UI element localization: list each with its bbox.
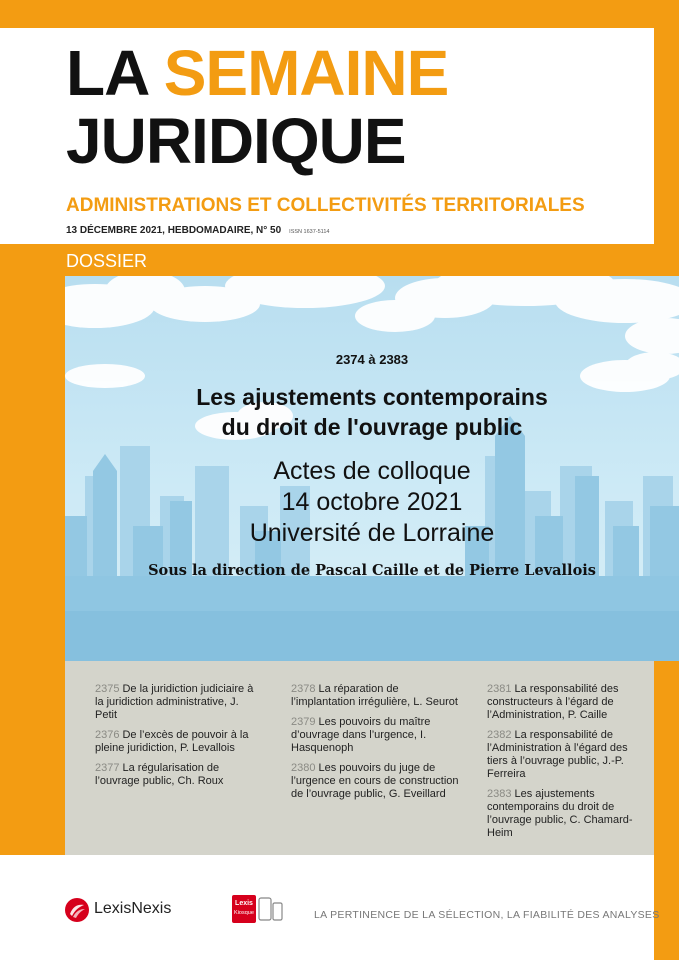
toc-entry-number: 2383 bbox=[487, 788, 512, 800]
toc-entry-text: La régularisation de l’ouvrage public, Ch. Roux bbox=[95, 762, 224, 787]
toc-entry-number: 2382 bbox=[487, 729, 512, 741]
masthead bbox=[0, 28, 654, 244]
article-range: 2374 à 2383 bbox=[335, 352, 409, 367]
lexis-kiosque-badge bbox=[232, 895, 284, 928]
toc-entry[interactable] bbox=[487, 788, 647, 840]
toc-column-2 bbox=[291, 683, 461, 808]
lexisnexis-emblem-icon bbox=[64, 897, 90, 923]
toc-entry-number: 2379 bbox=[291, 716, 316, 728]
toc-entry[interactable] bbox=[95, 729, 263, 755]
toc-column-1 bbox=[95, 683, 263, 795]
dossier-title-line2: du droit de l'ouvrage public bbox=[221, 414, 523, 440]
toc-entry[interactable] bbox=[95, 762, 263, 788]
toc-entry-text: La réparation de l’implantation irrégulière, L. Seurot bbox=[291, 683, 458, 708]
toc-column-3 bbox=[487, 683, 647, 847]
direction-line: Sous la direction de Pascal Caille et de Pierre Levallois bbox=[148, 562, 596, 579]
toc-entry-number: 2377 bbox=[95, 762, 120, 774]
kiosque-bottom-label: Kiosque bbox=[234, 910, 254, 916]
toc-entry-number: 2376 bbox=[95, 729, 120, 741]
footer bbox=[0, 855, 660, 960]
edition-subtitle: ADMINISTRATIONS ET COLLECTIVITÉS TERRITORIALES bbox=[66, 195, 585, 216]
dossier-title-line1: Les ajustements contemporains bbox=[196, 384, 548, 410]
section-label: DOSSIER bbox=[66, 251, 148, 271]
toc-entry-text: La responsabilité de l’Administration à l’égard des tiers à l’ouvrage public, J.-P. Ferreira bbox=[487, 729, 628, 780]
tagline: LA PERTINENCE DE LA SÉLECTION, LA FIABILITÉ DES ANALYSES bbox=[314, 909, 660, 921]
toc-entry-number: 2381 bbox=[487, 683, 512, 695]
toc-entry-text: Les pouvoirs du maître d’ouvrage dans l’urgence, I. Hasquenoph bbox=[291, 716, 431, 754]
toc-entry[interactable] bbox=[487, 729, 647, 781]
toc-entry-number: 2375 bbox=[95, 683, 120, 695]
kiosque-devices-icon bbox=[232, 895, 284, 923]
toc-entry[interactable] bbox=[487, 683, 647, 722]
toc-entry[interactable] bbox=[95, 683, 263, 722]
dateline-text: 13 DÉCEMBRE 2021, HEBDOMADAIRE, N° 50 bbox=[66, 225, 282, 236]
toc-entry-text: Les pouvoirs du juge de l’urgence en cours de construction de l’ouvrage public, G. Eveillard bbox=[291, 762, 459, 800]
colloque-date: 14 octobre 2021 bbox=[281, 488, 463, 516]
magazine-title bbox=[66, 38, 448, 108]
logo-text: LexisNexis bbox=[94, 900, 172, 917]
toc-entry-text: De l’excès de pouvoir à la pleine juridiction, P. Levallois bbox=[95, 729, 249, 754]
colloque-info bbox=[65, 456, 679, 549]
toc-entry[interactable] bbox=[291, 762, 461, 801]
toc-entry-number: 2378 bbox=[291, 683, 316, 695]
issn: ISSN 1637-5114 bbox=[289, 229, 330, 235]
table-of-contents bbox=[65, 661, 654, 855]
dossier-title bbox=[65, 382, 679, 442]
issue-dateline bbox=[66, 225, 329, 236]
toc-entry[interactable] bbox=[291, 683, 461, 709]
kiosque-top-label: Lexis bbox=[235, 900, 253, 907]
colloque-line1: Actes de colloque bbox=[273, 457, 471, 485]
toc-entry-text: Les ajustements contemporains du droit de l’ouvrage public, C. Chamard-Heim bbox=[487, 788, 633, 839]
dossier-banner bbox=[65, 276, 679, 661]
title-la: LA bbox=[66, 37, 147, 109]
toc-entry-number: 2380 bbox=[291, 762, 316, 774]
colloque-university: Université de Lorraine bbox=[249, 519, 495, 547]
toc-entry-text: La responsabilité des constructeurs à l’égard de l’Administration, P. Caille bbox=[487, 683, 619, 721]
title-semaine: SEMAINE bbox=[163, 37, 449, 109]
toc-entry[interactable] bbox=[291, 716, 461, 755]
toc-entry-text: De la juridiction judiciaire à la juridiction administrative, J. Petit bbox=[95, 683, 254, 721]
title-juridique: JURIDIQUE bbox=[66, 105, 406, 177]
